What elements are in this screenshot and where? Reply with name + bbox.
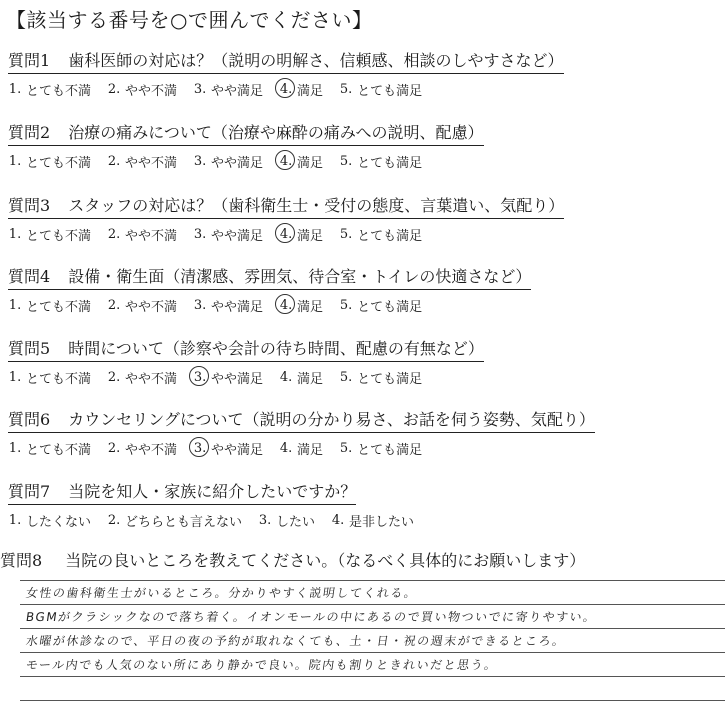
- question-1: [8, 48, 723, 99]
- option-4[interactable]: [331, 511, 414, 530]
- question-label: 質問2: [8, 123, 51, 142]
- option-5[interactable]: [339, 225, 422, 244]
- question-text: 当院を知人・家族に紹介したいですか？: [68, 482, 357, 501]
- option-label: 是非したい: [349, 515, 415, 530]
- option-2[interactable]: [107, 152, 177, 171]
- question-6: [8, 407, 723, 458]
- option-label: とても不満: [26, 84, 92, 99]
- option-2[interactable]: [107, 296, 177, 315]
- option-2[interactable]: [107, 368, 177, 387]
- option-1[interactable]: [8, 225, 91, 244]
- handwritten-answer: BGMがクラシックなので落ち着く。イオンモールの中にあるので買い物ついでに寄りやすい。: [24, 610, 598, 624]
- option-number: 3.: [193, 82, 207, 97]
- option-number: 3.: [193, 298, 207, 313]
- option-label: 満足: [297, 372, 324, 387]
- option-2[interactable]: [107, 225, 177, 244]
- option-5[interactable]: [339, 152, 422, 171]
- question-label: 質問6: [8, 410, 51, 429]
- question-text: 当院の良いところを教えてください。（なるべく具体的にお願いします）: [65, 551, 586, 570]
- option-label: やや満足: [211, 84, 264, 99]
- option-number: 1.: [8, 154, 22, 169]
- option-label: とても満足: [357, 229, 423, 244]
- option-label: やや満足: [211, 300, 264, 315]
- answer-options: [8, 368, 723, 387]
- option-2[interactable]: [107, 439, 177, 458]
- option-1[interactable]: [8, 152, 91, 171]
- option-5[interactable]: [339, 368, 422, 387]
- question-text: 時間について（診察や会計の待ち時間、配慮の有無など）: [68, 339, 484, 358]
- answer-options: [8, 152, 723, 171]
- option-4[interactable]: [279, 80, 323, 99]
- option-label: とても不満: [26, 156, 92, 171]
- option-number: 1.: [8, 298, 22, 313]
- handwritten-answer: 水曜が休診なので、平日の夜の予約が取れなくても、土・日・祝の週末ができるところ。: [24, 634, 567, 648]
- option-2[interactable]: [107, 511, 242, 530]
- option-number: 5.: [339, 154, 353, 169]
- option-3[interactable]: [193, 296, 263, 315]
- option-number: 4.: [279, 154, 293, 169]
- option-label: したい: [276, 515, 316, 530]
- question-label: 質問5: [8, 339, 51, 358]
- question-label: 質問3: [8, 196, 51, 215]
- option-3[interactable]: [193, 368, 263, 387]
- option-label: やや満足: [211, 229, 264, 244]
- option-5[interactable]: [339, 439, 422, 458]
- answer-line[interactable]: [20, 629, 725, 653]
- option-4[interactable]: [279, 368, 323, 387]
- option-label: とても満足: [357, 84, 423, 99]
- question-label: 質問8: [0, 551, 43, 570]
- option-number: 2.: [107, 298, 121, 313]
- question-text: 歯科医師の対応は？（説明の明解さ、信頼感、相談のしやすさなど）: [68, 51, 564, 70]
- question-7: [8, 479, 723, 530]
- question-3: [8, 193, 723, 244]
- option-label: やや満足: [211, 372, 264, 387]
- option-number: 2.: [107, 227, 121, 242]
- option-3[interactable]: [193, 80, 263, 99]
- option-number: 4.: [279, 441, 293, 456]
- question-heading: [8, 479, 356, 505]
- option-number: 1.: [8, 513, 22, 528]
- option-1[interactable]: [8, 296, 91, 315]
- option-number: 3.: [193, 370, 207, 385]
- option-1[interactable]: [8, 80, 91, 99]
- option-label: どちらとも言えない: [125, 515, 243, 530]
- option-number: 5.: [339, 298, 353, 313]
- option-label: 満足: [297, 156, 324, 171]
- option-label: とても不満: [26, 372, 92, 387]
- question-text: 設備・衛生面（清潔感、雰囲気、待合室・トイレの快適さなど）: [68, 267, 532, 286]
- option-number: 2.: [107, 154, 121, 169]
- option-label: とても満足: [357, 443, 423, 458]
- option-label: 満足: [297, 300, 324, 315]
- option-label: やや不満: [125, 372, 178, 387]
- question-text: カウンセリングについて（説明の分かり易さ、お話を伺う姿勢、気配り）: [68, 410, 595, 429]
- answer-options: [8, 225, 723, 244]
- option-number: 4.: [279, 227, 293, 242]
- option-5[interactable]: [339, 296, 422, 315]
- option-label: やや不満: [125, 300, 178, 315]
- answer-options: [8, 296, 723, 315]
- option-label: とても満足: [357, 372, 423, 387]
- option-number: 1.: [8, 227, 22, 242]
- option-label: やや不満: [125, 156, 178, 171]
- question-8: [0, 548, 585, 571]
- option-label: とても不満: [26, 300, 92, 315]
- option-4[interactable]: [279, 225, 323, 244]
- option-number: 4.: [331, 513, 345, 528]
- free-answer-area[interactable]: [20, 580, 725, 701]
- option-label: とても不満: [26, 229, 92, 244]
- option-label: とても満足: [357, 156, 423, 171]
- option-label: 満足: [297, 443, 324, 458]
- answer-options: [8, 80, 723, 99]
- question-5: [8, 336, 723, 387]
- option-number: 5.: [339, 227, 353, 242]
- option-label: やや不満: [125, 443, 178, 458]
- handwritten-answer: モール内でも人気のない所にあり静かで良い。院内も割りときれいだと思う。: [24, 658, 499, 672]
- question-label: 質問1: [8, 51, 51, 70]
- option-label: 満足: [297, 84, 324, 99]
- option-5[interactable]: [339, 80, 422, 99]
- option-1[interactable]: [8, 368, 91, 387]
- question-text: 治療の痛みについて（治療や麻酔の痛みへの説明、配慮）: [68, 123, 484, 142]
- answer-line[interactable]: [20, 605, 725, 629]
- option-3[interactable]: [193, 225, 263, 244]
- question-heading: [8, 336, 484, 362]
- option-number: 1.: [8, 441, 22, 456]
- option-4[interactable]: [279, 296, 323, 315]
- answer-line[interactable]: [20, 580, 725, 605]
- option-1[interactable]: [8, 511, 91, 530]
- option-number: 3.: [193, 441, 207, 456]
- option-2[interactable]: [107, 80, 177, 99]
- question-label: 質問4: [8, 267, 51, 286]
- option-3[interactable]: [193, 152, 263, 171]
- option-number: 5.: [339, 82, 353, 97]
- question-heading: [8, 48, 564, 74]
- option-3[interactable]: [258, 511, 315, 530]
- question-heading: [8, 264, 531, 290]
- question-heading: [8, 193, 564, 219]
- question-4: [8, 264, 723, 315]
- option-number: 3.: [193, 227, 207, 242]
- option-number: 2.: [107, 441, 121, 456]
- option-number: 5.: [339, 370, 353, 385]
- option-label: やや満足: [211, 156, 264, 171]
- option-label: したくない: [26, 515, 92, 530]
- option-label: やや不満: [125, 84, 178, 99]
- option-3[interactable]: [193, 439, 263, 458]
- answer-line[interactable]: [20, 653, 725, 677]
- option-number: 3.: [258, 513, 272, 528]
- option-4[interactable]: [279, 439, 323, 458]
- option-number: 5.: [339, 441, 353, 456]
- option-number: 4.: [279, 298, 293, 313]
- answer-options: [8, 511, 723, 530]
- question-2: [8, 120, 723, 171]
- option-number: 2.: [107, 82, 121, 97]
- option-number: 1.: [8, 82, 22, 97]
- question-heading: [8, 407, 595, 433]
- answer-options: [8, 439, 723, 458]
- option-1[interactable]: [8, 439, 91, 458]
- option-number: 4.: [279, 82, 293, 97]
- answer-line[interactable]: [20, 677, 725, 701]
- option-label: やや不満: [125, 229, 178, 244]
- option-label: やや満足: [211, 443, 264, 458]
- option-label: とても不満: [26, 443, 92, 458]
- option-number: 2.: [107, 370, 121, 385]
- handwritten-answer: 女性の歯科衛生士がいるところ。分かりやすく説明してくれる。: [24, 586, 419, 600]
- instruction-header: 【該当する番号を○で囲んでください】: [6, 8, 373, 32]
- option-4[interactable]: [279, 152, 323, 171]
- option-number: 1.: [8, 370, 22, 385]
- question-label: 質問7: [8, 482, 51, 501]
- option-label: 満足: [297, 229, 324, 244]
- option-number: 3.: [193, 154, 207, 169]
- option-number: 2.: [107, 513, 121, 528]
- question-heading: [8, 120, 484, 146]
- option-number: 4.: [279, 370, 293, 385]
- question-text: スタッフの対応は？（歯科衛生士・受付の態度、言葉遣い、気配り）: [68, 196, 565, 215]
- option-label: とても満足: [357, 300, 423, 315]
